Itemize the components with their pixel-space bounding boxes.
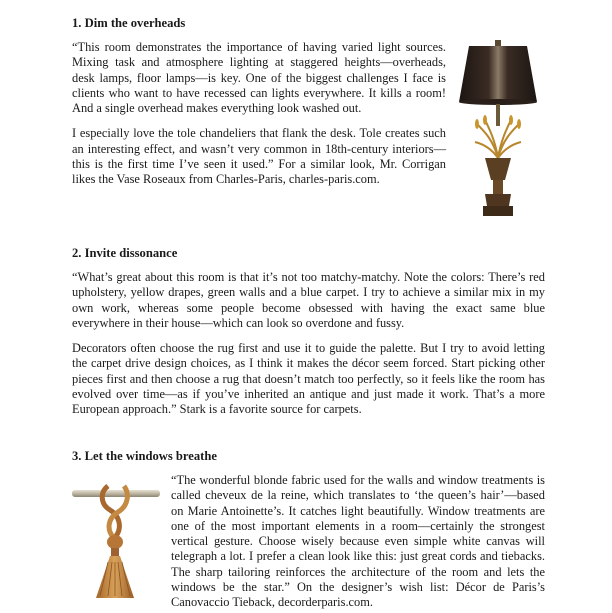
paragraph: “What’s great about this room is that it’s not too matchy-matchy. Note the colors: There’s red upholstery, yellow drapes, green walls and a blue carpet. I try to achieve a similar mix in my own work, whereas some people become obsessed with having the exact same blue everywhere in their house—which can look so overdone and fussy. xyxy=(72,270,545,330)
section-heading: 2. Invite dissonance xyxy=(72,246,178,260)
table-lamp-image xyxy=(455,40,541,220)
section-heading: 3. Let the windows breathe xyxy=(72,449,217,463)
paragraph: “This room demonstrates the importance of having varied light sources. Mixing task and atmosphere lighting at staggered heights—overheads, desk lamps, floor lamps—is key. One of the biggest challenges I face is clients who want to have recessed can lights everywhere. It kills a room! And a single overhead makes everything look washed out. xyxy=(72,40,446,116)
tassel-tieback-image xyxy=(70,482,162,602)
paragraph: Decorators often choose the rug first and use it to guide the palette. But I try to avoid letting the carpet drive design choices, as I think it makes the décor seem forced. Start picking other pieces first and then choose a rug that doesn’t match too perfectly, so it feels like the room has evolved over time—as if you’ve inherited an antique and just made it work. That’s a more European approach.” Stark is a favorite source for carpets. xyxy=(72,341,545,417)
paragraph: I especially love the tole chandeliers that flank the desk. Tole creates such an interesting effect, and wasn’t very common in 18th-century interiors—this is the first time I’ve seen it used.” For a similar look, Mr. Corrigan likes the Vase Roseaux from Charles-Paris, charles-paris.com. xyxy=(72,126,446,187)
section-heading: 1. Dim the overheads xyxy=(72,16,186,30)
section-invite-dissonance xyxy=(72,246,545,428)
paragraph: “The wonderful blonde fabric used for the walls and window treatments is called cheveux de la reine, which translates to ‘the queen’s hair’—based on Marie Antoinette’s. It catches light beautifully. Window treatments are one of the most important elements in a room—certainly the strongest vertical gesture. Choose wisely because even simple white canvas will telegraph a lot. I prefer a clean look like this: just great cords and tiebacks. The sharp tailoring reinforces the architecture of the room and lets the windows be the star.” On the designer’s wish list: Décor de Paris’s Canovaccio Tieback, decorderparis.com. xyxy=(171,473,545,610)
